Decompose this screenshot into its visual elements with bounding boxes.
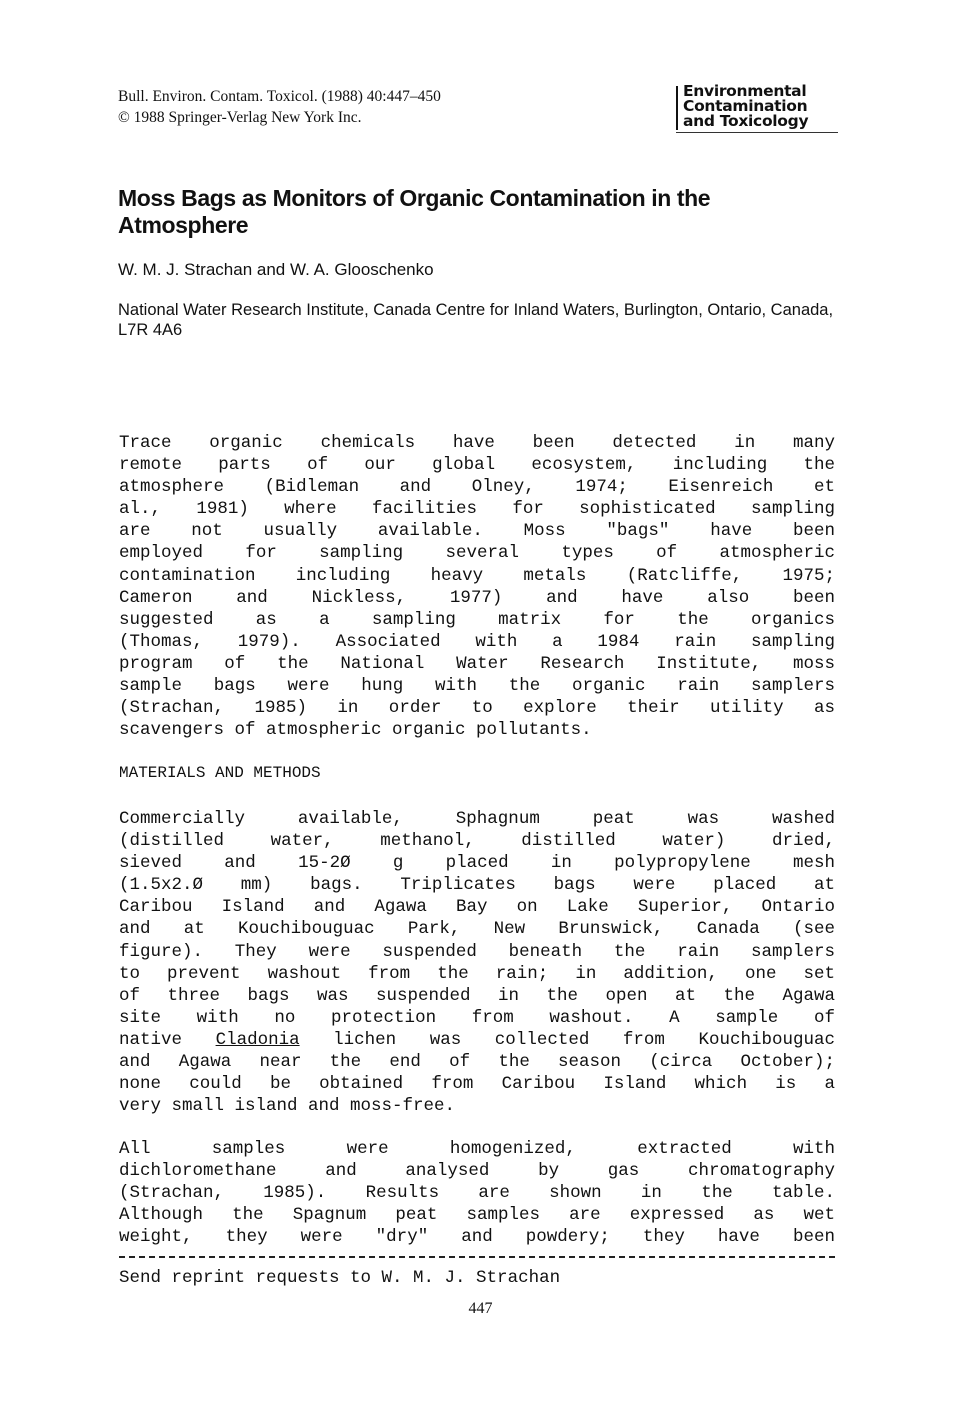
text-line: scavengers of atmospheric organic pollutants. [119, 720, 592, 741]
copyright-line: © 1988 Springer-Verlag New York Inc. [118, 109, 362, 126]
text-line: (Thomas, 1979). Associated with a 1984 rain sampling [119, 631, 835, 652]
text-line: figure). They were suspended beneath the rain samplers [119, 941, 835, 962]
text-line: site with no protection from washout. A sample of [119, 1007, 835, 1028]
citation-line: Bull. Environ. Contam. Toxicol. (1988) 40:447–450 [118, 88, 441, 105]
authors: W. M. J. Strachan and W. A. Glooschenko [118, 260, 434, 279]
analysis-paragraph [119, 1138, 835, 1248]
text-line: contamination including heavy metals (Ratcliffe, 1975; [119, 565, 835, 586]
footnote-divider [119, 1256, 835, 1258]
text-line: Caribou Island and Agawa Bay on Lake Superior, Ontario [119, 897, 835, 918]
page-number: 447 [468, 1300, 493, 1317]
logo-line: Environmental [683, 82, 807, 100]
text-line: native Cladonia lichen was collected from Kouchibouguac [119, 1029, 835, 1050]
text-line: are not usually available. Moss "bags" have been [119, 521, 835, 542]
footnote: Send reprint requests to W. M. J. Strachan [119, 1268, 561, 1288]
text-line: (distilled water, methanol, distilled water) dried, [119, 831, 835, 852]
citation [118, 86, 441, 128]
affiliation: National Water Research Institute, Canada Centre for Inland Waters, Burlington, Ontario, Canada, L7R 4A6 [118, 301, 834, 339]
text-line: employed for sampling several types of atmospheric [119, 543, 835, 564]
text-line: remote parts of our global ecosystem, including the [119, 455, 835, 476]
text-line: al., 1981) where facilities for sophisticated sampling [119, 499, 835, 520]
text-line: (Strachan, 1985) in order to explore their utility as [119, 698, 835, 719]
text-line: dichloromethane and analysed by gas chromatography [119, 1161, 835, 1182]
methods-paragraph [119, 808, 835, 1117]
text-line: (1.5x2.Ø mm) bags. Triplicates bags were placed at [119, 875, 835, 896]
text-line: and Agawa near the end of the season (circa October); [119, 1052, 835, 1073]
article-title: Moss Bags as Monitors of Organic Contamination in the Atmosphere [118, 185, 711, 238]
text-line: Trace organic chemicals have been detected in many [119, 433, 835, 453]
intro-paragraph [119, 432, 835, 741]
text-line: to prevent washout from the rain; in addition, one set [119, 963, 835, 984]
journal-logo [676, 84, 838, 133]
text-line: none could be obtained from Caribou Island which is a [119, 1074, 835, 1095]
text-line: atmosphere (Bidleman and Olney, 1974; Eisenreich et [119, 477, 835, 498]
text-line: All samples were homogenized, extracted with [119, 1139, 835, 1159]
text-line: of three bags was suspended in the open at the Agawa [119, 985, 835, 1006]
logo-spine [676, 86, 682, 130]
text-line: program of the National Water Research Institute, moss [119, 653, 835, 674]
text-line: suggested as a sampling matrix for the organics [119, 609, 835, 630]
text-line: Although the Spagnum peat samples are expressed as wet [119, 1205, 835, 1226]
underlined-genus: Cladonia [215, 1029, 300, 1050]
logo-line: Contamination [683, 97, 808, 115]
logo-line: and Toxicology [683, 112, 809, 130]
text-line: (Strachan, 1985). Results are shown in the table. [119, 1183, 835, 1204]
text-line: and at Kouchibouguac Park, New Brunswick, Canada (see [119, 919, 835, 940]
text-line: weight, they were "dry" and powdery; they have been [119, 1227, 835, 1248]
text-line: sieved and 15-2Ø g placed in polypropylene mesh [119, 853, 835, 874]
text-line: sample bags were hung with the organic rain samplers [119, 676, 835, 697]
text-line: Commercially available, Sphagnum peat was washed [119, 809, 835, 829]
section-heading: MATERIALS AND METHODS [119, 764, 321, 782]
text-line: Cameron and Nickless, 1977) and have also been [119, 587, 835, 608]
text-line: very small island and moss-free. [119, 1096, 456, 1117]
